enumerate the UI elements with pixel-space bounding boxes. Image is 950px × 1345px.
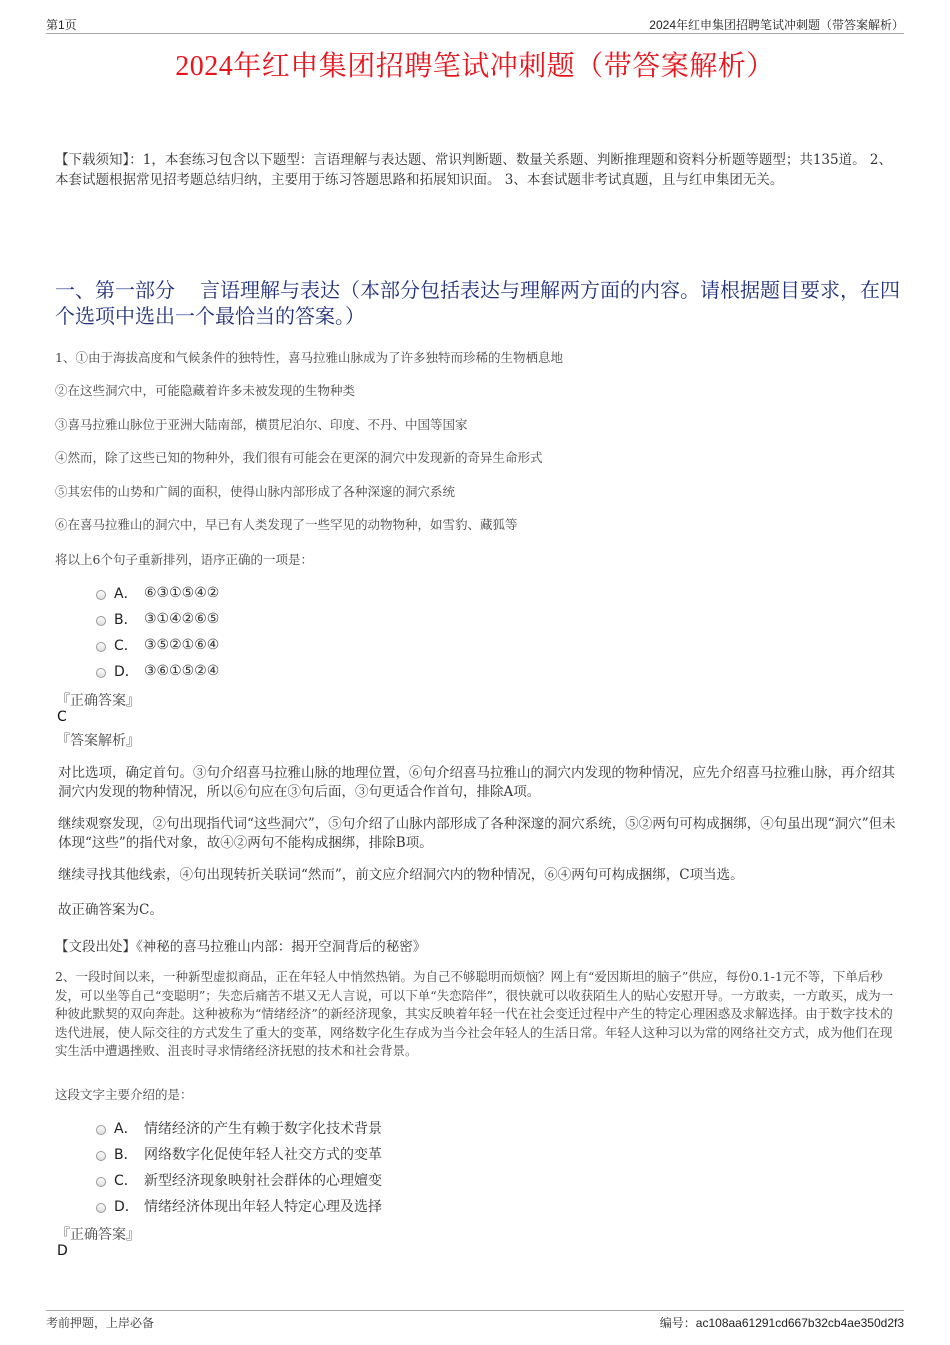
radio-icon[interactable]: [96, 1177, 106, 1187]
question-1-option-c[interactable]: C． ③⑤②①⑥④: [96, 635, 219, 655]
question-1-prompt: 将以上6个句子重新排列，语序正确的一项是：: [55, 552, 313, 567]
question-2-option-b[interactable]: B． 网络数字化促使年轻人社交方式的变革: [96, 1144, 382, 1164]
header-doc-title: 2024年红申集团招聘笔试冲刺题（带答案解析）: [649, 18, 904, 32]
question-2-option-c[interactable]: C． 新型经济现象映射社会群体的心理嬗变: [96, 1170, 382, 1190]
radio-icon[interactable]: [96, 642, 106, 652]
radio-icon[interactable]: [96, 590, 106, 600]
question-1-option-b[interactable]: B． ③①④②⑥⑤: [96, 609, 219, 629]
analysis-label: 『答案解析』: [56, 733, 140, 749]
radio-icon[interactable]: [96, 1203, 106, 1213]
question-1-option-d[interactable]: D． ③⑥①⑤②④: [96, 661, 219, 681]
question-1-sentence-3: ③喜马拉雅山脉位于亚洲大陆南部，横贯尼泊尔、印度、不丹、中国等国家: [55, 417, 468, 432]
radio-icon[interactable]: [96, 1125, 106, 1135]
question-2-option-d[interactable]: D． 情绪经济体现出年轻人特定心理及选择: [96, 1196, 382, 1216]
footer-slogan: 考前押题，上岸必备: [46, 1316, 155, 1330]
radio-icon[interactable]: [96, 616, 106, 626]
radio-icon[interactable]: [96, 668, 106, 678]
section-heading: 一、第一部分 言语理解与表达（本部分包括表达与理解两方面的内容。请根据题目要求，在四个选项中选出一个最恰当的答案。）: [55, 280, 900, 328]
question-2-text: 2、一段时间以来，一种新型虚拟商品，正在年轻人中悄然热销。为自己不够聪明而烦恼？网上有“爱因斯坦的脑子”供应，每份0.1-1元不等，下单后秒发，可以坐等自己“变聪明”；失恋后痛苦不堪又无人言说，可以下单“失恋陪伴”，很快就可以收获陌生人的贴心安慰开导。一方敢卖，一方敢买，成为一种彼此默契的双向奔赴。这种被称为“情绪经济”的新经济现象，其实反映着年轻一代在社会变迁过程中产生的特定心理困惑及求解选择。由于数字技术的迭代进展，使人际交往的方式发生了重大的变革，网络数字化生存成为当今社会年轻人的生活日常。年轻人这种习以为常的网络社交方式，成为他们在现实生活中遭遇挫败、沮丧时寻求情绪经济抚慰的技术和社会背景。: [55, 969, 894, 1058]
question-1-sentence-1: 1、①由于海拔高度和气候条件的独特性，喜马拉雅山脉成为了许多独特而珍稀的生物栖息地: [55, 350, 563, 365]
correct-answer: C: [57, 709, 67, 725]
page-footer: [46, 1310, 904, 1330]
analysis-paragraph-4: 故正确答案为C。: [58, 902, 163, 918]
correct-answer-label: 『正确答案』: [56, 693, 140, 709]
question-1-sentence-5: ⑤其宏伟的山势和广阔的面积，使得山脉内部形成了各种深邃的洞穴系统: [55, 484, 456, 499]
page-header: [46, 14, 904, 34]
question-2-prompt: 这段文字主要介绍的是：: [55, 1087, 193, 1102]
document-title: 2024年红申集团招聘笔试冲刺题（带答案解析）: [175, 51, 775, 82]
question-1-sentence-6: ⑥在喜马拉雅山的洞穴中，早已有人类发现了一些罕见的动物物种，如雪豹、藏狐等: [55, 517, 518, 532]
page-number: 第1页: [46, 18, 77, 32]
radio-icon[interactable]: [96, 1151, 106, 1161]
footer-serial: 编号：ac108aa61291cd667b32cb4ae350d2f3: [659, 1316, 904, 1330]
passage-source: 【文段出处】《神秘的喜马拉雅山内部：揭开空洞背后的秘密》: [55, 939, 427, 955]
question-1-sentence-4: ④然而，除了这些已知的物种外，我们很有可能会在更深的洞穴中发现新的奇异生命形式: [55, 450, 543, 465]
question-1-sentence-2: ②在这些洞穴中，可能隐藏着许多未被发现的生物种类: [55, 383, 356, 398]
question-1-option-a[interactable]: A． ⑥③①⑤④②: [96, 583, 219, 603]
correct-answer-label-2: 『正确答案』: [56, 1227, 140, 1243]
analysis-paragraph-2: 继续观察发现，②句出现指代词“这些洞穴”，⑤句介绍了山脉内部形成了各种深邃的洞穴系统，⑤②两句可构成捆绑，④句虽出现“洞穴”但未体现“这些”的指代对象，故④②两句不能构成捆绑，排除B项。: [58, 816, 896, 851]
correct-answer-2: D: [57, 1243, 68, 1259]
analysis-paragraph-1: 对比选项，确定首句。③句介绍喜马拉雅山脉的地理位置，⑥句介绍喜马拉雅山的洞穴内发现的物种情况，应先介绍喜马拉雅山脉，再介绍其洞穴内发现的物种情况，所以⑥句应在③句后面，③句更适合作首句，排除A项。: [58, 765, 895, 800]
analysis-paragraph-3: 继续寻找其他线索，④句出现转折关联词“然而”，前文应介绍洞穴内的物种情况，⑥④两句可构成捆绑，C项当选。: [58, 867, 744, 883]
download-notice: 【下载须知】：1，本套练习包含以下题型：言语理解与表达题、常识判断题、数量关系题、判断推理题和资料分析题等题型；共135道。 2、本套试题根据常见招考题总结归纳，主要用于练习答题思路和拓展知识面。 3、本套试题非考试真题，且与红申集团无关。: [55, 152, 892, 188]
question-2-option-a[interactable]: A． 情绪经济的产生有赖于数字化技术背景: [96, 1118, 382, 1138]
